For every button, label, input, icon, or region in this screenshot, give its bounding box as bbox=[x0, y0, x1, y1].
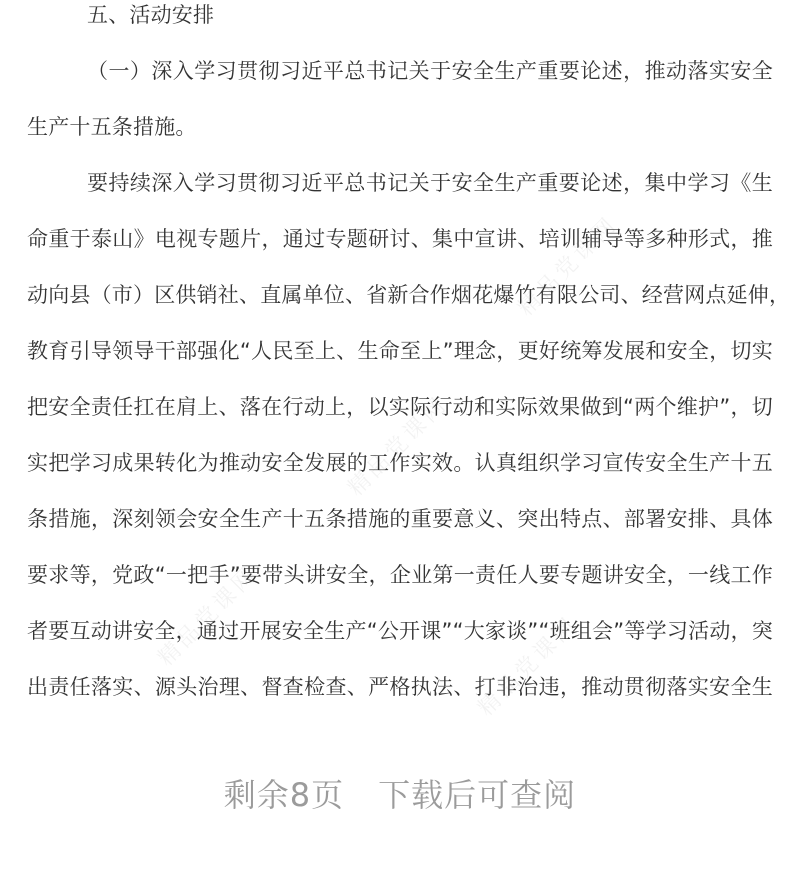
section-heading: 五、活动安排 bbox=[87, 3, 215, 27]
body-line: 要求等，党政“一把手”要带头讲安全，企业第一责任人要专题讲安全，一线工作 bbox=[27, 563, 773, 587]
watermark: 精品党课网 bbox=[513, 211, 624, 322]
subheading-line-2: 生产十五条措施。 bbox=[27, 115, 197, 139]
download-hint-label: 下载后可查阅 bbox=[378, 776, 577, 814]
watermark: 精品党课网 bbox=[153, 561, 264, 672]
watermark: 精品党课网 bbox=[343, 391, 454, 502]
body-line: 动向县（市）区供销社、直属单位、省新合作烟花爆竹有限公司、经营网点延伸， bbox=[27, 283, 791, 307]
body-line: 教育引导领导干部强化“人民至上、生命至上”理念，更好统筹发展和安全，切实 bbox=[27, 339, 773, 363]
body-line: 要持续深入学习贯彻习近平总书记关于安全生产重要论述，集中学习《生 bbox=[87, 171, 773, 195]
body-line: 条措施，深刻领会安全生产十五条措施的重要意义、突出特点、部署安排、具体 bbox=[27, 507, 773, 531]
download-prompt[interactable] bbox=[0, 772, 800, 818]
body-line: 把安全责任扛在肩上、落在行动上，以实际行动和实际效果做到“两个维护”，切 bbox=[27, 395, 773, 419]
subheading-line-1: （一）深入学习贯彻习近平总书记关于安全生产重要论述，推动落实安全 bbox=[87, 59, 773, 83]
body-line: 出责任落实、源头治理、督查检查、严格执法、打非治违，推动贯彻落实安全生 bbox=[27, 675, 773, 699]
remaining-pages-label: 剩余8页 bbox=[223, 776, 345, 814]
body-line: 实把学习成果转化为推动安全发展的工作实效。认真组织学习宣传安全生产十五 bbox=[27, 451, 773, 475]
watermark: 精品党课网 bbox=[473, 611, 584, 722]
body-line: 命重于泰山》电视专题片，通过专题研讨、集中宣讲、培训辅导等多种形式，推 bbox=[27, 227, 773, 251]
body-line: 者要互动讲安全，通过开展安全生产“公开课”“大家谈”“班组会”等学习活动，突 bbox=[27, 619, 773, 643]
